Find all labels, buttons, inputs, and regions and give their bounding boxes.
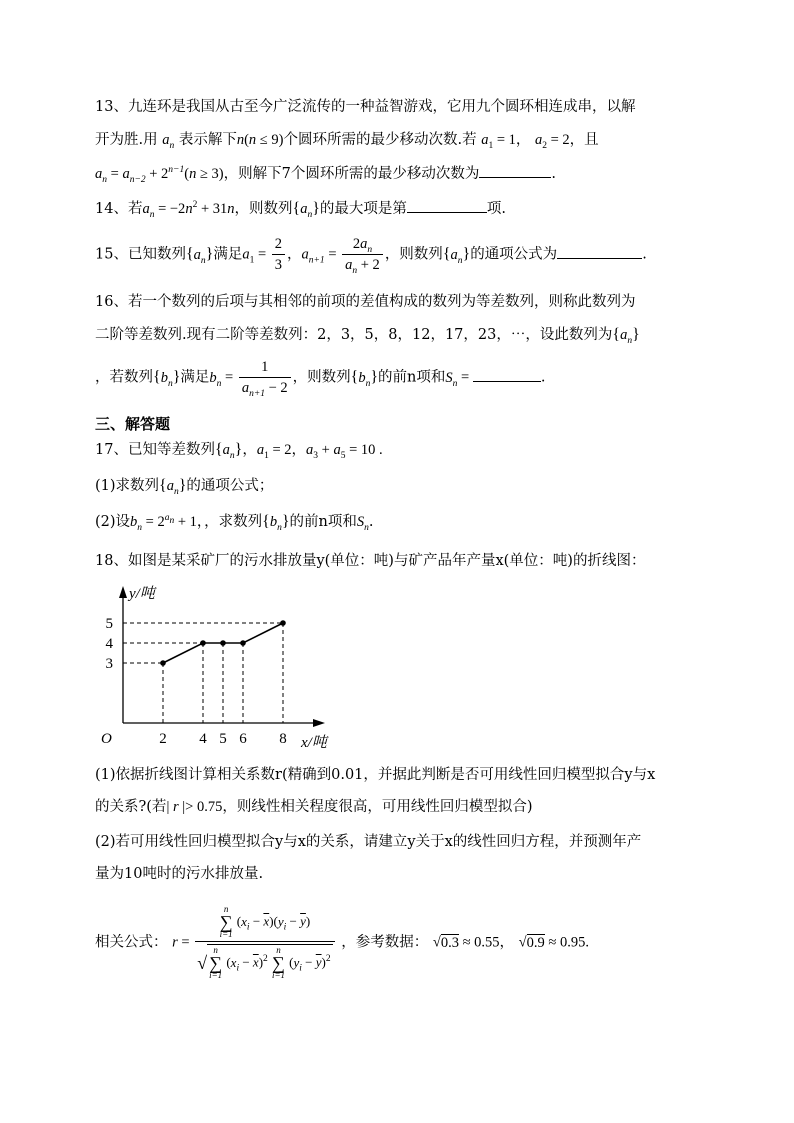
- answer-blank[interactable]: [479, 164, 551, 178]
- data-point: [240, 640, 246, 646]
- q13-line3: $a_n = a_{n-2} + 2^{n-1}(n \ge 3)$，则解下7个圆环所需的最少移动次数为 .: [95, 165, 556, 185]
- q18-intro: 18、如图是某采矿厂的污水排放量y(单位：吨)与矿产品年产量x(单位：吨)的折线图：: [95, 553, 646, 569]
- x-tick-label: 4: [199, 731, 207, 747]
- y-tick-label: 3: [105, 656, 113, 672]
- y-tick-label: 4: [105, 636, 113, 652]
- answer-blank[interactable]: [473, 368, 541, 382]
- q17-part1: (1)求数列$\{a_n\}$的通项公式；: [95, 477, 274, 497]
- q16-line3: ，若数列$\{b_n\}$满足$b_n$ = $\frac{1}{a_{n+1} - 2}$ ，则数列$\{b_n\}$的前n项和$S_n$ = .: [95, 359, 546, 399]
- data-point: [280, 620, 286, 626]
- q16-line2: 二阶等差数列.现有二阶等差数列：2，3，5，8，12，17，23，⋯，设此数列为$\{a_n\}$: [95, 326, 640, 346]
- data-point: [200, 640, 206, 646]
- x-tick-label: 2: [159, 731, 167, 747]
- x-axis-arrow: [313, 719, 325, 727]
- q13-line1: 13、九连环是我国从古至今广泛流传的一种益智游戏，它用九个圆环相连成串，以解: [95, 99, 636, 115]
- x-tick-label: 5: [219, 731, 227, 747]
- answer-blank[interactable]: [407, 199, 487, 213]
- q17-line1: 17、已知等差数列$\{a_n\}$，$a_1 = 2$，$a_3 + a_5 = 10$ .: [95, 441, 383, 461]
- q18-part2-line2: 量为10吨时的污水排放量.: [95, 866, 264, 882]
- x-tick-label: 6: [239, 731, 247, 747]
- q18-part1-line1: (1)依据折线图计算相关系数r(精确到0.01，并据此判断是否可用线性回归模型拟合y与x: [95, 767, 656, 783]
- y-axis-label: y/吨: [129, 586, 155, 602]
- y-tick-label: 5: [105, 616, 113, 632]
- y-axis-arrow: [119, 586, 127, 598]
- x-axis-label: x/吨: [301, 735, 327, 751]
- q16-line1: 16、若一个数列的后项与其相邻的前项的差值构成的数列为等差数列，则称此数列为: [95, 294, 636, 310]
- q18-part2-line1: (2)若可用线性回归模型拟合y与x的关系，请建立y关于x的线性回归方程，并预测年产: [95, 834, 642, 850]
- q15-line: 15、已知数列$\{a_n\}$满足$a_1$ = $\frac{2}{3}$ ，$a_{n+1}$ = $\frac{2a_n}{a_n + 2}$ ，则数列$\{a_n\}$的通项公式为 .: [95, 236, 647, 276]
- q18-part1-line2: 的关系?(若| r |> 0.75，则线性相关程度很高，可用线性回归模型拟合): [95, 799, 533, 815]
- x-tick-label: 8: [279, 731, 287, 747]
- q13-line2: 开为胜.用 $a_n$ 表示解下n(n ≤ 9)个圆环所需的最少移动次数.若 $a_1 = 1$， $a_2 = 2$，且: [95, 132, 599, 151]
- data-point: [160, 660, 166, 666]
- section-heading: 三、解答题: [95, 415, 171, 433]
- answer-blank[interactable]: [557, 245, 642, 259]
- correlation-formula: 相关公式： r = n ∑ i=1 $(x_i - \overline{x})(y_i - \overline{y})$ √ n ∑ i=1 $(x_i - \overline{x})^2$ n ∑ i=1 $(y_i - \overline{y})^2$ ，参考数据： √0.3 ≈ 0.55， √0.9 ≈ 0.95.: [95, 904, 589, 980]
- origin-label: O: [101, 731, 112, 747]
- data-point: [220, 640, 226, 646]
- q14-line: 14、若$a_n = -2n^2 + 31n$，则数列$\{a_n\}$的最大项是第 项.: [95, 200, 506, 220]
- line-chart: [95, 580, 335, 755]
- q17-part2: (2)设$b_n = 2^{a_n} + 1$，，求数列$\{b_n\}$的前n项和$S_n$.: [95, 513, 374, 533]
